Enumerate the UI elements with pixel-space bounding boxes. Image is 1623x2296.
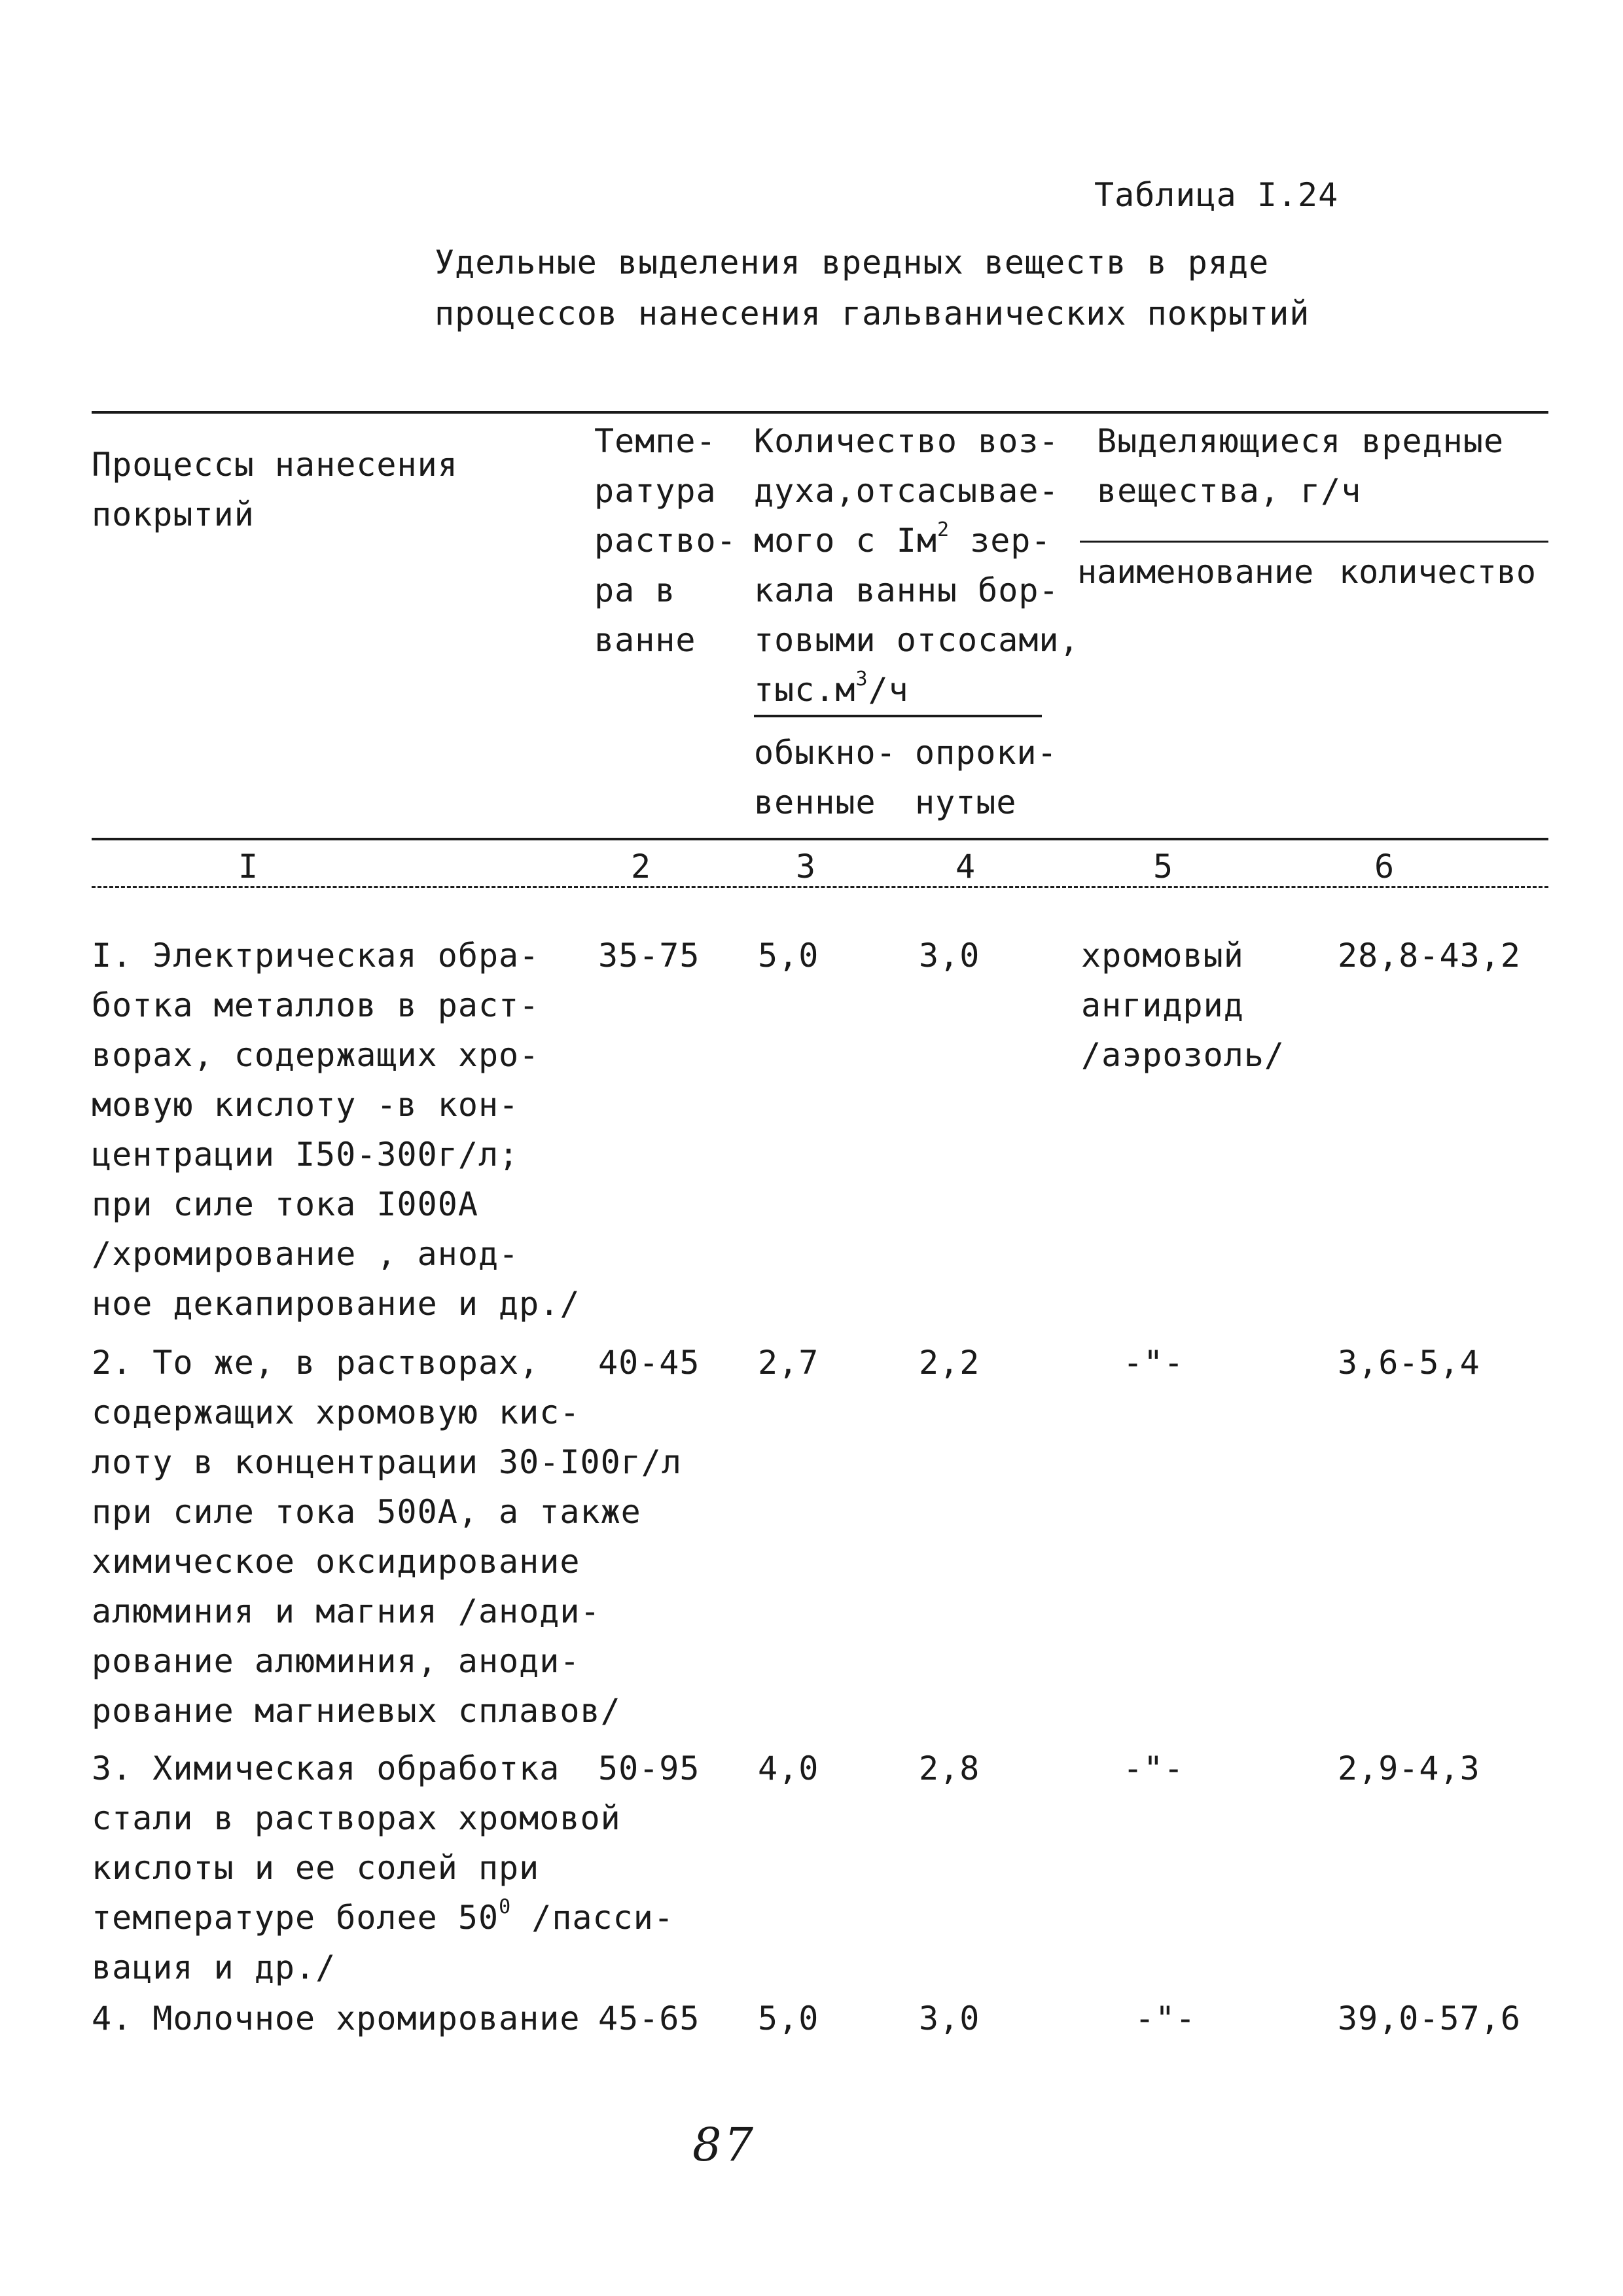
- table-row-2-temperature: 40-45: [598, 1344, 700, 1382]
- table-caption: [435, 237, 1310, 339]
- column-number: 5: [1153, 848, 1174, 886]
- air-subheader-rule: [754, 715, 1042, 717]
- header-air-volume: Количество воз- духа,отсасывае- мого с $Iм^2$ зер- кала ванны бор- товыми отсосами, $тыс.м^3/ч$: [754, 422, 1080, 709]
- table-row-2-process: 2. То же, в растворах, содержащих хромовую кис- лоту в концентрации 30-I00г/л при силе тока 500А, а также химическое оксидирование алюминия и магния /аноди- рование алюминия, аноди- рование магниевых сплавов/: [92, 1344, 682, 1730]
- table-row-1-temperature: 35-75: [598, 937, 700, 975]
- table-row-2-air-ordinary: 2,7: [758, 1344, 819, 1382]
- page-number: 87: [692, 2118, 757, 2172]
- table-row-3-process: 3. Химическая обработка стали в растворах хромовой кислоты и ее солей при температуре более $50^0$ /пасси- вация и др./: [92, 1749, 674, 1986]
- header-temperature: Темпе- ратура раство- ра в ванне: [594, 422, 737, 659]
- column-number: 3: [796, 848, 817, 886]
- table-row-1-substance: хромовый ангидрид /аэрозоль/: [1081, 937, 1285, 1074]
- table-row-1-air-ordinary: 5,0: [758, 937, 819, 975]
- header-emitted-substances: Выделяющиеся вредные вещества, г/ч: [1097, 422, 1505, 510]
- table-row-1-air-inverted: 3,0: [919, 937, 980, 975]
- header-process: Процессы нанесения покрытий: [92, 446, 458, 533]
- table-label: Таблица I.24: [1094, 176, 1339, 214]
- table-row-2-air-inverted: 2,2: [919, 1344, 980, 1382]
- table-row-3-air-inverted: 2,8: [919, 1749, 980, 1787]
- table-row-4-air-inverted: 3,0: [919, 2000, 980, 2037]
- header-bottom-rule: [92, 838, 1548, 840]
- table-row-4-process: 4. Молочное хромирование: [92, 2000, 580, 2037]
- table-row-1-process: I. Электрическая обра- ботка металлов в раст- ворах, содержащих хро- мовую кислоту -в кон- центрации I50-300г/л; при силе тока I000А /хромирование , анод- ное декапирование и др./: [92, 937, 580, 1323]
- header-air-inverted: опроки- нутые: [915, 734, 1058, 821]
- header-top-rule: [92, 411, 1548, 414]
- header-air-ordinary: обыкно- венные: [754, 734, 897, 821]
- table-row-3-air-ordinary: 4,0: [758, 1749, 819, 1787]
- table-row-4-temperature: 45-65: [598, 2000, 700, 2037]
- table-row-1-amount: 28,8-43,2: [1338, 937, 1521, 975]
- substance-subheader-rule: [1080, 541, 1548, 543]
- table-row-3-temperature: 50-95: [598, 1749, 700, 1787]
- column-number: 6: [1374, 848, 1395, 886]
- table-row-2-amount: 3,6-5,4: [1338, 1344, 1480, 1382]
- column-numbers-rule: [92, 886, 1548, 888]
- table-row-4-substance: -"-: [1135, 2000, 1196, 2037]
- table-row-2-substance: -"-: [1123, 1344, 1185, 1382]
- column-number: 2: [631, 848, 652, 886]
- caption-line: Удельные выделения вредных веществ в ряде: [435, 243, 1270, 281]
- table-row-4-air-ordinary: 5,0: [758, 2000, 819, 2037]
- table-row-3-amount: 2,9-4,3: [1338, 1749, 1480, 1787]
- header-substance-amount: количество: [1339, 553, 1537, 591]
- table-row-4-amount: 39,0-57,6: [1338, 2000, 1521, 2037]
- column-number: I: [238, 848, 259, 886]
- table-row-3-substance: -"-: [1123, 1749, 1185, 1787]
- column-number: 4: [955, 848, 976, 886]
- caption-line: процессов нанесения гальванических покрытий: [435, 295, 1310, 332]
- header-substance-name: наименование: [1077, 553, 1314, 591]
